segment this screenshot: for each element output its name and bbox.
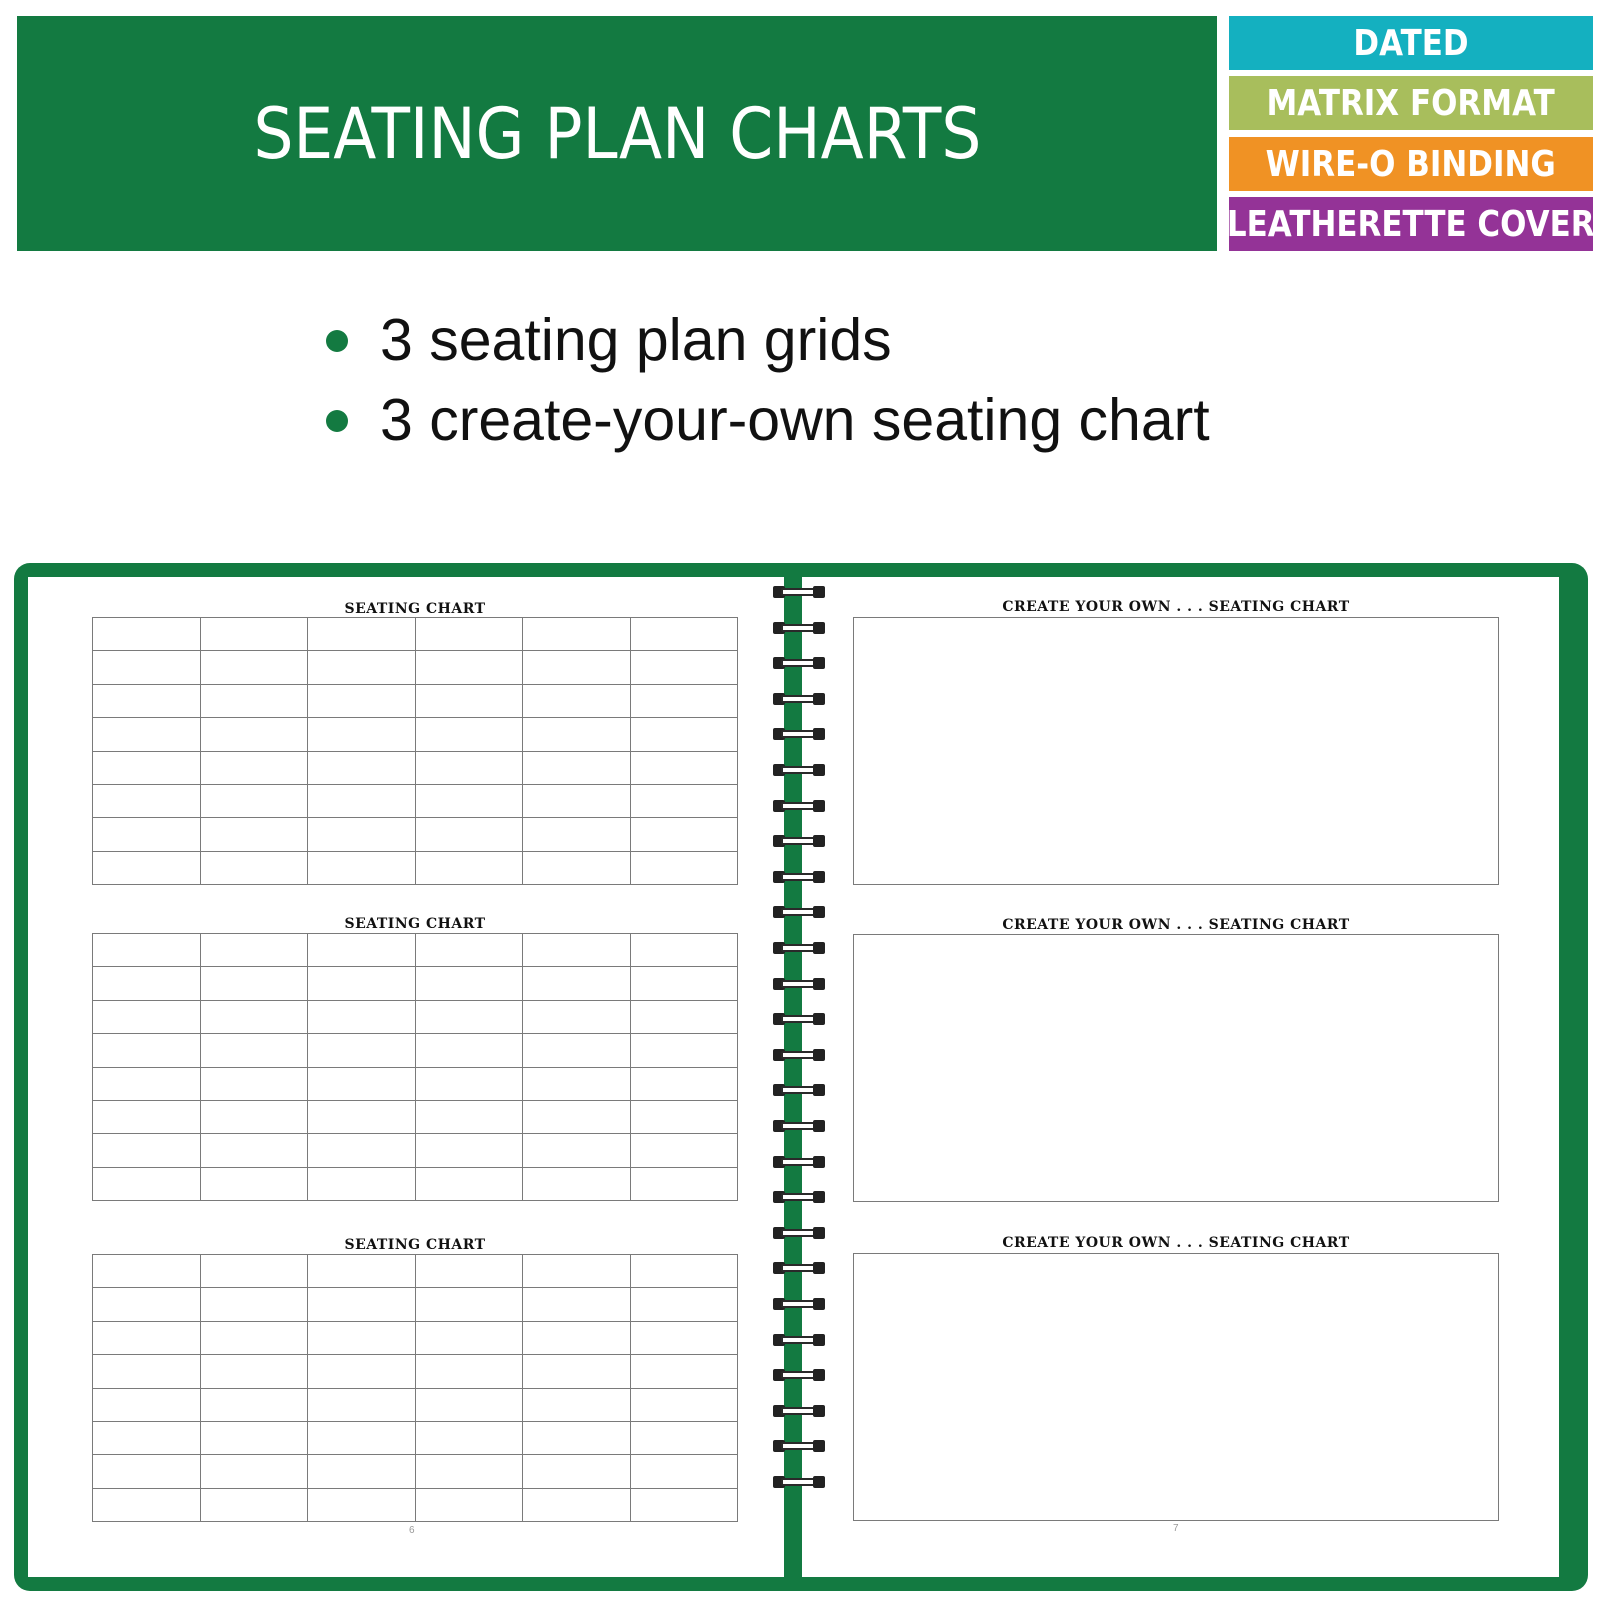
grid-row <box>93 1034 738 1067</box>
binding-coil <box>773 1227 825 1239</box>
binding-coil <box>773 1191 825 1203</box>
grid-cell <box>630 1000 738 1033</box>
binding-coil <box>773 1440 825 1452</box>
grid-cell <box>93 1067 201 1100</box>
grid-row <box>93 1167 738 1200</box>
page-number: 7 <box>1173 1523 1179 1534</box>
grid-cell <box>523 1488 631 1521</box>
binding-coil <box>773 1120 825 1132</box>
grid-cell <box>415 751 523 784</box>
grid-cell <box>200 751 308 784</box>
grid-cell <box>523 618 631 651</box>
grid-cell <box>630 967 738 1000</box>
grid-cell <box>523 934 631 967</box>
grid-row <box>93 934 738 967</box>
grid-cell <box>308 967 416 1000</box>
grid-cell <box>200 651 308 684</box>
grid-cell <box>200 684 308 717</box>
seating-grid <box>92 1254 738 1522</box>
tag-leatherette-cover <box>1229 197 1593 251</box>
binding-coil <box>773 978 825 990</box>
grid-row <box>93 651 738 684</box>
grid-cell <box>200 1134 308 1167</box>
grid-cell <box>523 651 631 684</box>
grid-cell <box>415 618 523 651</box>
grid-cell <box>200 718 308 751</box>
grid-cell <box>200 1067 308 1100</box>
grid-cell <box>523 1255 631 1288</box>
grid-cell <box>523 1455 631 1488</box>
grid-cell <box>308 1255 416 1288</box>
grid-cell <box>523 1421 631 1454</box>
seating-grid <box>92 933 738 1201</box>
grid-cell <box>630 1100 738 1133</box>
grid-row <box>93 784 738 817</box>
grid-cell <box>415 818 523 851</box>
grid-cell <box>93 1488 201 1521</box>
grid-cell <box>200 818 308 851</box>
seating-grid <box>92 617 738 885</box>
grid-cell <box>308 718 416 751</box>
create-your-own-box <box>853 934 1499 1202</box>
tag-matrix-format-label: MATRIX FORMAT <box>1266 82 1556 124</box>
grid-cell <box>93 1455 201 1488</box>
grid-cell <box>630 718 738 751</box>
grid-cell <box>415 1288 523 1321</box>
grid-cell <box>93 651 201 684</box>
binding-coil <box>773 728 825 740</box>
grid-cell <box>523 1355 631 1388</box>
header-banner <box>17 16 1217 251</box>
binding-coil <box>773 1156 825 1168</box>
grid-cell <box>200 934 308 967</box>
create-your-own-title: CREATE YOUR OWN . . . SEATING CHART <box>1002 1235 1350 1251</box>
binding-coil <box>773 693 825 705</box>
grid-cell <box>308 818 416 851</box>
grid-cell <box>93 934 201 967</box>
grid-cell <box>523 1288 631 1321</box>
left-page <box>28 577 784 1577</box>
grid-cell <box>308 751 416 784</box>
grid-row <box>93 967 738 1000</box>
grid-cell <box>93 718 201 751</box>
binding-coil <box>773 800 825 812</box>
create-your-own-title: CREATE YOUR OWN . . . SEATING CHART <box>1002 599 1350 615</box>
feature-text: 3 seating plan grids <box>380 307 892 373</box>
grid-row <box>93 1388 738 1421</box>
grid-cell <box>523 1100 631 1133</box>
grid-cell <box>308 784 416 817</box>
grid-cell <box>308 651 416 684</box>
binding-coil <box>773 657 825 669</box>
grid-cell <box>308 1067 416 1100</box>
grid-cell <box>523 751 631 784</box>
grid-cell <box>93 967 201 1000</box>
grid-cell <box>308 851 416 884</box>
binding-coil <box>773 1334 825 1346</box>
grid-cell <box>415 1000 523 1033</box>
grid-cell <box>308 1455 416 1488</box>
grid-row <box>93 718 738 751</box>
grid-cell <box>93 1167 201 1200</box>
feature-text: 3 create-your-own seating chart <box>380 387 1210 453</box>
tag-dated-label: DATED <box>1353 22 1469 64</box>
grid-cell <box>630 1455 738 1488</box>
grid-row <box>93 618 738 651</box>
grid-cell <box>93 684 201 717</box>
create-your-own-title: CREATE YOUR OWN . . . SEATING CHART <box>1002 917 1350 933</box>
grid-cell <box>308 618 416 651</box>
grid-cell <box>308 1388 416 1421</box>
grid-cell <box>523 718 631 751</box>
grid-cell <box>523 1388 631 1421</box>
grid-row <box>93 1000 738 1033</box>
binding-coil <box>773 622 825 634</box>
grid-cell <box>630 1488 738 1521</box>
grid-cell <box>200 967 308 1000</box>
grid-cell <box>93 1388 201 1421</box>
grid-cell <box>415 1167 523 1200</box>
grid-cell <box>308 1134 416 1167</box>
grid-cell <box>415 934 523 967</box>
binding-coil <box>773 1369 825 1381</box>
binding-coil <box>773 586 825 598</box>
grid-cell <box>200 1167 308 1200</box>
grid-cell <box>523 1134 631 1167</box>
grid-cell <box>200 1255 308 1288</box>
grid-cell <box>93 784 201 817</box>
grid-cell <box>630 684 738 717</box>
bullet-dot-icon <box>326 330 348 352</box>
grid-cell <box>630 851 738 884</box>
grid-cell <box>415 967 523 1000</box>
grid-cell <box>630 1321 738 1354</box>
grid-cell <box>630 1255 738 1288</box>
grid-cell <box>200 1321 308 1354</box>
grid-cell <box>523 1167 631 1200</box>
grid-cell <box>415 1134 523 1167</box>
grid-cell <box>415 1255 523 1288</box>
grid-cell <box>200 1488 308 1521</box>
grid-cell <box>93 751 201 784</box>
seating-chart-title: SEATING CHART <box>344 916 486 932</box>
grid-cell <box>308 1288 416 1321</box>
binding-coil <box>773 1262 825 1274</box>
grid-cell <box>630 1067 738 1100</box>
grid-cell <box>200 1000 308 1033</box>
grid-cell <box>93 818 201 851</box>
binding-coil <box>773 835 825 847</box>
grid-cell <box>415 718 523 751</box>
grid-cell <box>200 784 308 817</box>
grid-cell <box>415 651 523 684</box>
grid-cell <box>630 1134 738 1167</box>
grid-cell <box>308 934 416 967</box>
grid-cell <box>308 684 416 717</box>
grid-row <box>93 1455 738 1488</box>
grid-cell <box>415 1455 523 1488</box>
grid-cell <box>200 851 308 884</box>
grid-cell <box>630 1167 738 1200</box>
bullet-dot-icon <box>326 410 348 432</box>
grid-cell <box>415 1321 523 1354</box>
grid-row <box>93 1321 738 1354</box>
grid-cell <box>523 967 631 1000</box>
grid-cell <box>523 818 631 851</box>
grid-cell <box>630 618 738 651</box>
grid-cell <box>93 1321 201 1354</box>
grid-cell <box>415 1355 523 1388</box>
grid-cell <box>415 851 523 884</box>
right-page <box>802 577 1559 1577</box>
binding-coil <box>773 942 825 954</box>
grid-cell <box>93 1134 201 1167</box>
grid-row <box>93 751 738 784</box>
binding-coil <box>773 764 825 776</box>
grid-cell <box>308 1167 416 1200</box>
grid-cell <box>93 1421 201 1454</box>
feature-item <box>320 380 1210 460</box>
grid-cell <box>630 934 738 967</box>
grid-cell <box>93 1288 201 1321</box>
grid-cell <box>630 751 738 784</box>
tag-matrix-format <box>1229 76 1593 130</box>
grid-cell <box>523 1067 631 1100</box>
grid-cell <box>415 1388 523 1421</box>
grid-cell <box>200 1100 308 1133</box>
planner-spread <box>14 563 1588 1591</box>
grid-row <box>93 1288 738 1321</box>
grid-row <box>93 1488 738 1521</box>
grid-cell <box>630 1388 738 1421</box>
feature-item <box>320 300 1210 380</box>
create-your-own-box <box>853 1253 1499 1521</box>
grid-cell <box>308 1488 416 1521</box>
binding-coil <box>773 1298 825 1310</box>
grid-cell <box>523 851 631 884</box>
grid-cell <box>308 1355 416 1388</box>
binding-coil <box>773 906 825 918</box>
grid-cell <box>630 651 738 684</box>
grid-cell <box>308 1000 416 1033</box>
grid-cell <box>415 1100 523 1133</box>
grid-cell <box>415 1421 523 1454</box>
grid-row <box>93 1355 738 1388</box>
grid-cell <box>523 1000 631 1033</box>
grid-cell <box>93 1355 201 1388</box>
grid-row <box>93 1421 738 1454</box>
tag-leatherette-cover-label: LEATHERETTE COVER <box>1227 203 1595 245</box>
grid-cell <box>200 1288 308 1321</box>
binding-coil <box>773 1476 825 1488</box>
grid-cell <box>630 1355 738 1388</box>
grid-cell <box>415 1067 523 1100</box>
grid-row <box>93 1255 738 1288</box>
binding-coil <box>773 1405 825 1417</box>
tag-wire-o-binding <box>1229 137 1593 191</box>
binding-coil <box>773 1084 825 1096</box>
grid-cell <box>93 1000 201 1033</box>
grid-row <box>93 1134 738 1167</box>
grid-row <box>93 1100 738 1133</box>
grid-cell <box>93 1034 201 1067</box>
grid-cell <box>200 1034 308 1067</box>
grid-cell <box>200 1455 308 1488</box>
tag-wire-o-binding-label: WIRE-O BINDING <box>1265 143 1557 185</box>
grid-cell <box>630 1034 738 1067</box>
grid-row <box>93 684 738 717</box>
grid-row <box>93 818 738 851</box>
grid-cell <box>415 1488 523 1521</box>
grid-cell <box>200 1388 308 1421</box>
grid-cell <box>415 1034 523 1067</box>
binding-coil <box>773 1013 825 1025</box>
grid-cell <box>93 851 201 884</box>
feature-list <box>320 300 1210 460</box>
grid-cell <box>415 684 523 717</box>
grid-cell <box>630 784 738 817</box>
seating-chart-title: SEATING CHART <box>344 1237 486 1253</box>
grid-cell <box>630 1421 738 1454</box>
grid-cell <box>523 784 631 817</box>
grid-cell <box>630 818 738 851</box>
grid-cell <box>200 618 308 651</box>
grid-cell <box>308 1100 416 1133</box>
grid-cell <box>93 1255 201 1288</box>
grid-cell <box>630 1288 738 1321</box>
grid-cell <box>308 1321 416 1354</box>
grid-cell <box>523 1321 631 1354</box>
grid-cell <box>308 1421 416 1454</box>
grid-cell <box>200 1355 308 1388</box>
page-number: 6 <box>409 1525 415 1536</box>
banner-title: SEATING PLAN CHARTS <box>253 92 981 175</box>
grid-cell <box>415 784 523 817</box>
grid-cell <box>523 684 631 717</box>
grid-row <box>93 1067 738 1100</box>
grid-row <box>93 851 738 884</box>
seating-chart-title: SEATING CHART <box>344 601 486 617</box>
binding-coil <box>773 1049 825 1061</box>
create-your-own-box <box>853 617 1499 885</box>
grid-cell <box>523 1034 631 1067</box>
grid-cell <box>93 618 201 651</box>
binding-coil <box>773 871 825 883</box>
grid-cell <box>308 1034 416 1067</box>
grid-cell <box>93 1100 201 1133</box>
grid-cell <box>200 1421 308 1454</box>
tag-dated <box>1229 16 1593 70</box>
